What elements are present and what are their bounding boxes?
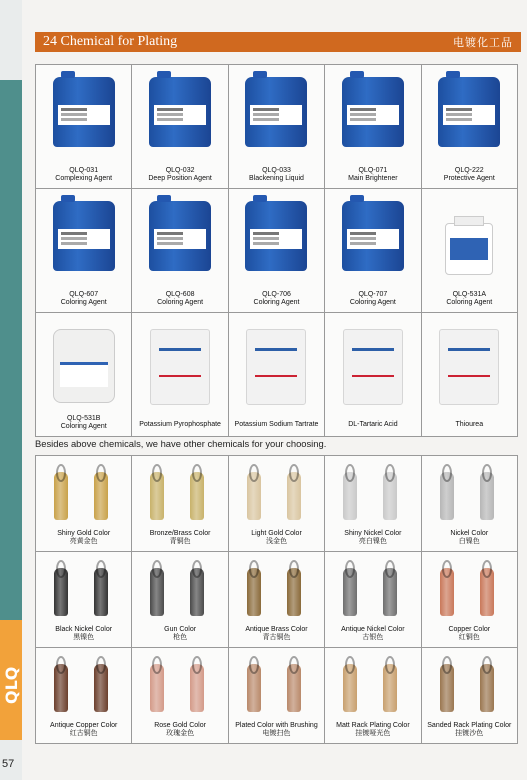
finish-caption: [36, 722, 131, 738]
chemical-description: Coloring Agent: [60, 299, 107, 306]
zipper-slider-image: [480, 568, 494, 616]
zipper-slider-image: [150, 664, 164, 712]
product-image-bottle: [445, 223, 493, 275]
finish-cell: [132, 552, 228, 648]
finish-cell: [36, 456, 132, 552]
zipper-slider-image: [383, 472, 397, 520]
chemical-caption: [422, 291, 517, 307]
finish-grid: [35, 455, 518, 744]
chemical-description: Coloring Agent: [60, 423, 107, 430]
chemical-caption: [229, 291, 324, 307]
finish-caption: [132, 530, 227, 546]
product-image-bag: [246, 329, 306, 405]
finish-cell: [229, 456, 325, 552]
chemical-cell: [132, 189, 228, 313]
chemical-grid: [35, 64, 518, 437]
zipper-slider-image: [94, 472, 108, 520]
chemical-caption: [325, 421, 420, 429]
drum-label: [347, 105, 399, 125]
chemical-description: Coloring Agent: [446, 299, 493, 306]
finish-name-en: Shiny Nickel Color: [344, 530, 402, 537]
finish-cell: [325, 648, 421, 744]
zipper-slider-image: [287, 472, 301, 520]
finish-caption: [422, 722, 517, 738]
chemical-code: QLQ-707: [358, 291, 388, 298]
chemical-description: Potassium Pyrophosphate: [139, 421, 221, 428]
finish-name-en: Nickel Color: [450, 530, 489, 537]
chemical-caption: [132, 421, 227, 429]
chemical-cell: [325, 313, 421, 437]
zipper-slider-image: [247, 568, 261, 616]
finish-name-en: Plated Color with Brushing: [235, 722, 318, 729]
product-image-drum: [53, 201, 115, 271]
chemical-caption: [229, 167, 324, 183]
chemical-caption: [422, 167, 517, 183]
chemical-cell: [132, 65, 228, 189]
finish-name-en: Copper Color: [448, 626, 491, 633]
zipper-slider-image: [247, 472, 261, 520]
finish-caption: [325, 626, 420, 642]
finish-name-en: Antique Nickel Color: [341, 626, 405, 633]
finish-caption: [229, 722, 324, 738]
chemical-code: QLQ-033: [262, 167, 291, 174]
chemical-cell: [229, 189, 325, 313]
chemical-caption: [132, 291, 227, 307]
chemical-description: Deep Position Agent: [148, 175, 212, 182]
zipper-slider-image: [343, 472, 357, 520]
chemical-cell: [422, 65, 518, 189]
chemical-cell: [36, 65, 132, 189]
finish-caption: [422, 626, 517, 642]
zipper-slider-image: [287, 568, 301, 616]
chemical-code: QLQ-031: [69, 167, 99, 174]
finish-cell: [36, 552, 132, 648]
finish-name-cn: 浅金色: [265, 538, 287, 545]
chemical-cell: [36, 313, 132, 437]
chemical-description: Main Brightener: [348, 175, 398, 182]
zipper-slider-image: [190, 472, 204, 520]
chemical-cell: [229, 313, 325, 437]
chemical-code: QLQ-531A: [452, 291, 487, 298]
chemical-caption: [36, 291, 131, 307]
finish-cell: [36, 648, 132, 744]
finish-caption: [229, 530, 324, 546]
other-chemicals-note: Besides above chemicals, we have other chemicals for your choosing.: [35, 438, 327, 449]
chemical-cell: [36, 189, 132, 313]
chemical-cell: [132, 313, 228, 437]
product-image-drum: [245, 77, 307, 147]
chemical-cell: [229, 65, 325, 189]
chemical-code: QLQ-032: [165, 167, 195, 174]
section-title-cn: 电镀化工品: [453, 36, 513, 49]
finish-name-en: Matt Rack Plating Color: [336, 722, 410, 729]
zipper-slider-image: [343, 664, 357, 712]
drum-label: [443, 105, 495, 125]
drum-label: [250, 229, 302, 249]
finish-caption: [325, 530, 420, 546]
chemical-description: Coloring Agent: [349, 299, 396, 306]
chemical-code: QLQ-607: [69, 291, 99, 298]
finish-caption: [36, 530, 131, 546]
drum-label: [154, 229, 206, 249]
chemical-code: QLQ-706: [262, 291, 291, 298]
finish-name-en: Sanded Rack Plating Color: [427, 722, 512, 729]
product-image-drum: [53, 77, 115, 147]
drum-label: [58, 105, 110, 125]
zipper-slider-image: [54, 472, 68, 520]
page-number: 57: [2, 758, 15, 770]
chemical-cell: [422, 313, 518, 437]
chemical-description: Coloring Agent: [253, 299, 300, 306]
zipper-slider-image: [480, 472, 494, 520]
finish-name-en: Gun Color: [164, 626, 197, 633]
chemical-caption: [229, 421, 324, 429]
finish-cell: [422, 456, 518, 552]
finish-cell: [422, 648, 518, 744]
zipper-slider-image: [440, 472, 454, 520]
finish-name-cn: 玫瑰金色: [166, 730, 195, 737]
chemical-description: Coloring Agent: [157, 299, 204, 306]
zipper-slider-image: [94, 568, 108, 616]
section-header: [35, 32, 521, 52]
finish-name-cn: 青铜色: [169, 538, 191, 545]
chemical-caption: [422, 421, 517, 429]
finish-cell: [325, 552, 421, 648]
finish-name-cn: 黑镍色: [73, 634, 95, 641]
product-image-bag: [150, 329, 210, 405]
finish-name-cn: 亮黄金色: [69, 538, 98, 545]
chemical-caption: [325, 291, 420, 307]
finish-name-cn: 红古铜色: [69, 730, 98, 737]
product-image-bag: [343, 329, 403, 405]
zipper-slider-image: [150, 568, 164, 616]
side-logo: QLQ: [2, 666, 21, 704]
finish-name-en: Antique Brass Color: [245, 626, 308, 633]
finish-name-en: Rose Gold Color: [154, 722, 206, 729]
finish-name-cn: 亮白镍色: [358, 538, 387, 545]
finish-cell: [422, 552, 518, 648]
chemical-caption: [36, 167, 131, 183]
finish-name-cn: 挂镀沙色: [455, 730, 484, 737]
chemical-code: QLQ-071: [358, 167, 388, 174]
zipper-slider-image: [287, 664, 301, 712]
chemical-cell: [325, 65, 421, 189]
drum-label: [58, 229, 110, 249]
chemical-description: Protective Agent: [443, 175, 495, 182]
finish-cell: [132, 648, 228, 744]
drum-label: [250, 105, 302, 125]
finish-name-en: Shiny Gold Color: [57, 530, 111, 537]
finish-name-cn: 青古铜色: [262, 634, 291, 641]
chemical-code: QLQ-608: [165, 291, 195, 298]
product-image-drum: [245, 201, 307, 271]
finish-name-cn: 古银色: [362, 634, 384, 641]
zipper-slider-image: [150, 472, 164, 520]
product-image-drum: [342, 201, 404, 271]
chemical-code: QLQ-222: [454, 167, 484, 174]
product-image-drum: [438, 77, 500, 147]
finish-caption: [422, 530, 517, 546]
chemical-description: DL-Tartaric Acid: [348, 421, 398, 428]
chemical-caption: [36, 415, 131, 431]
chemical-caption: [325, 167, 420, 183]
finish-name-cn: 白镍色: [458, 538, 480, 545]
chemical-description: Potassium Sodium Tartrate: [234, 421, 319, 428]
finish-caption: [36, 626, 131, 642]
chemical-description: Complexing Agent: [55, 175, 113, 182]
drum-label: [154, 105, 206, 125]
finish-caption: [132, 626, 227, 642]
zipper-slider-image: [480, 664, 494, 712]
zipper-slider-image: [440, 664, 454, 712]
finish-name-cn: 挂镀哑光色: [355, 730, 391, 737]
finish-name-en: Bronze/Brass Color: [149, 530, 211, 537]
zipper-slider-image: [190, 568, 204, 616]
chemical-caption: [132, 167, 227, 183]
section-title: 24 Chemical for Plating: [43, 34, 178, 49]
zipper-slider-image: [383, 664, 397, 712]
finish-caption: [132, 722, 227, 738]
finish-cell: [229, 648, 325, 744]
zipper-slider-image: [190, 664, 204, 712]
chemical-description: Blackening Liquid: [249, 175, 304, 182]
finish-name-cn: 电镀扫色: [262, 730, 291, 737]
product-image-bag: [439, 329, 499, 405]
finish-cell: [229, 552, 325, 648]
finish-name-en: Light Gold Color: [251, 530, 302, 537]
finish-cell: [132, 456, 228, 552]
finish-name-cn: 红铜色: [458, 634, 480, 641]
zipper-slider-image: [343, 568, 357, 616]
finish-name-en: Black Nickel Color: [55, 626, 113, 633]
zipper-slider-image: [54, 568, 68, 616]
chemical-cell: [325, 189, 421, 313]
finish-name-en: Antique Copper Color: [50, 722, 118, 729]
zipper-slider-image: [54, 664, 68, 712]
zipper-slider-image: [247, 664, 261, 712]
chemical-code: QLQ-531B: [66, 415, 101, 422]
product-image-drum: [149, 201, 211, 271]
finish-caption: [229, 626, 324, 642]
chemical-description: Thiourea: [455, 421, 484, 428]
product-image-drum: [149, 77, 211, 147]
product-image-drum: [342, 77, 404, 147]
product-image-jug: [53, 329, 115, 403]
zipper-slider-image: [383, 568, 397, 616]
finish-caption: [325, 722, 420, 738]
zipper-slider-image: [440, 568, 454, 616]
finish-name-cn: 枪色: [173, 634, 188, 641]
zipper-slider-image: [94, 664, 108, 712]
drum-label: [347, 229, 399, 249]
finish-cell: [325, 456, 421, 552]
chemical-cell: [422, 189, 518, 313]
